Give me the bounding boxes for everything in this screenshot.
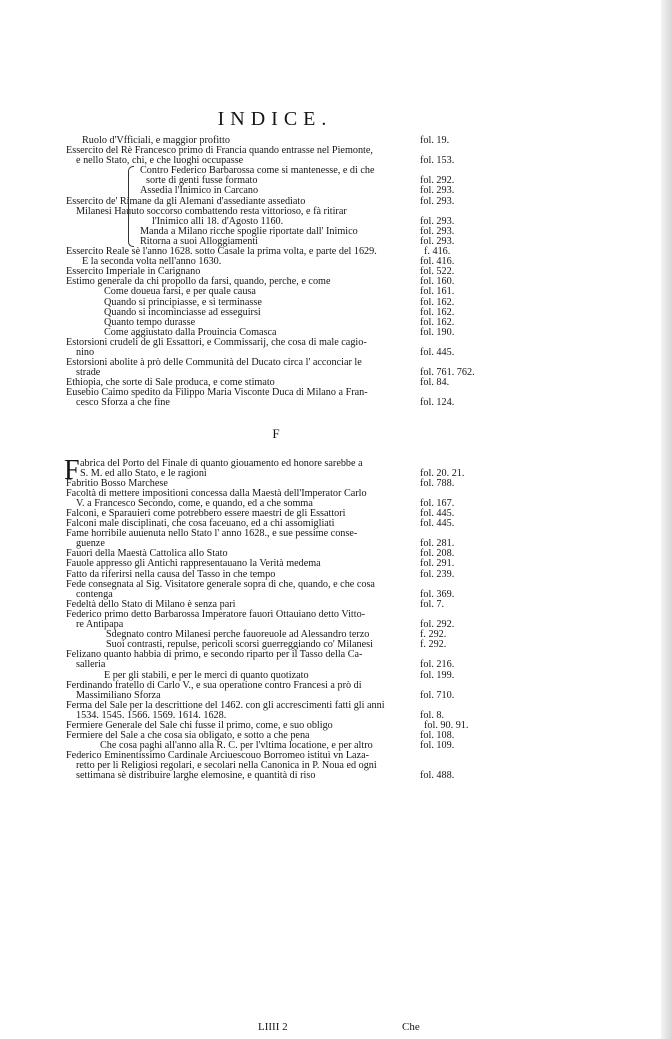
drop-cap: F	[64, 454, 80, 486]
folio-reference: fol. 167.	[420, 497, 455, 509]
entry-text: Falconi male disciplinati, che cosa faceuano, ed a chi assomigliati	[66, 518, 335, 530]
folio-reference: fol. 8.	[420, 709, 445, 721]
page-edge	[661, 0, 672, 1039]
entry-text: Che cosa paghi all'anno alla R. C. per l'vltima locatione, e per altro	[100, 740, 373, 752]
entry-text: Eusebio Caimo spedito da Filippo Maria Visconte Duca di Milano a Fran-	[66, 387, 368, 399]
entry-text: Come doueua farsi, e per quale causa	[104, 286, 256, 298]
folio-reference: fol. 291.	[420, 558, 455, 570]
entry-text: Felizano quanto habbia di primo, e secondo riparto per il Tasso della Ca-	[66, 649, 363, 661]
section-letter: F	[272, 425, 280, 441]
entry-text: e nello Stato, chi, e che luoghi occupasse	[76, 155, 244, 167]
index-body	[66, 136, 486, 782]
entry-text: Essercito de' Rimane da gli Alemani d'assediante assediato	[66, 195, 306, 207]
folio-reference: fol. 292.	[420, 619, 455, 631]
entry-text: salleria	[76, 659, 106, 671]
entry-text: Manda a Milano ricche spoglie riportate dall' Inimico	[140, 225, 358, 237]
entry-text: Fedeltà dello Stato di Milano è senza pari	[66, 598, 236, 610]
entry-text: Fatto da riferirsi nella causa del Tasso in che tempo	[66, 568, 276, 580]
section-gap	[66, 409, 486, 423]
entry-text: contenga	[76, 588, 113, 600]
entry-text: Federico Eminentissimo Cardinale Arciuescouo Borromeo istituì vn Laza-	[66, 750, 370, 762]
entry-text: E per gli stabili, e per le merci di quanto quotizato	[104, 669, 309, 681]
folio-reference: fol. 108.	[420, 730, 455, 742]
grouping-brace	[128, 166, 134, 247]
folio-reference: f. 292.	[420, 639, 447, 651]
folio-reference: fol. 239.	[420, 568, 455, 580]
entry-text: settimana sè distribuire larghe elemosine, e quantità di riso	[76, 770, 316, 782]
entry-text: Fede consegnata al Sig. Visitatore generale sopra di che, quando, e che cosa	[66, 578, 375, 590]
entry-text: Quando si principiasse, e si terminasse	[104, 296, 262, 308]
entry-text: V. a Francesco Secondo, come, e quando, ed a che somma	[76, 497, 313, 509]
section-gap	[66, 445, 486, 459]
entry-text: Assedia l'Inimico in Carcano	[140, 185, 259, 197]
section-e-entries	[66, 136, 486, 409]
entry-text: Ruolo d'Vfficiali, e maggior profitto	[82, 135, 230, 146]
index-entry	[66, 287, 486, 297]
folio-reference: fol. 293.	[420, 195, 455, 207]
folio-reference: fol. 160.	[420, 276, 455, 288]
index-entry	[66, 771, 486, 781]
entry-text: Essercito del Rè Francesco primo di Francia quando entrasse nel Piemonte,	[66, 145, 373, 157]
folio-reference: fol. 124.	[420, 397, 455, 409]
entry-text: l'Inimico alli 18. d'Agosto 1160.	[152, 215, 284, 227]
folio-reference: fol. 293.	[420, 215, 455, 227]
entry-text: Massimiliano Sforza	[76, 689, 161, 701]
folio-reference: fol. 488.	[420, 770, 455, 782]
entry-text: Falconi, e Sparauieri come potrebbero essere maestri de gli Essattori	[66, 508, 346, 519]
entry-text: Essercito Imperiale in Carignano	[66, 266, 201, 278]
entry-text: Milanesi Hauuto soccorso combattendo resta vittorioso, e fà ritirar	[76, 205, 347, 217]
folio-reference: fol. 199.	[420, 669, 455, 681]
entry-text: Estorsioni abolite à prò delle Communità del Ducato circa l' acconciar le	[66, 357, 362, 369]
entry-text: Quando si incominciasse ad esseguirsi	[104, 306, 261, 318]
entry-text: Estorsioni crudeli de gli Essattori, e Commissarij, che cosa di male cagio-	[66, 336, 367, 348]
entry-text: Fauole appresso gli Antichi rappresentauano la Verità medema	[66, 558, 321, 570]
section-f-entries	[64, 454, 486, 782]
folio-reference: fol. 162.	[420, 316, 455, 328]
entry-text: Come aggiustato dalla Prouincia Comasca	[104, 326, 277, 338]
folio-reference: fol. 369.	[420, 588, 455, 600]
entry-text: sorte di genti fusse formato	[146, 175, 258, 187]
folio-reference: fol. 161.	[420, 286, 455, 298]
folio-reference: f. 292.	[420, 629, 447, 641]
folio-reference: f. 416.	[424, 246, 451, 258]
index-entry	[66, 660, 486, 670]
folio-reference: fol. 208.	[420, 548, 455, 560]
page-title: INDICE.	[217, 108, 333, 130]
folio-reference: fol. 293.	[420, 235, 455, 247]
entry-text: Suoi contrasti, repulse, pericoli scorsi guerreggiando co' Milanesi	[106, 639, 373, 651]
entry-text: Ritorna a suoi Alloggiamenti	[140, 235, 258, 247]
folio-reference: fol. 522.	[420, 266, 455, 278]
folio-reference: fol. 445.	[420, 518, 455, 530]
folio-reference: fol. 293.	[420, 185, 455, 197]
folio-reference: fol. 788.	[420, 477, 455, 489]
folio-reference: fol. 216.	[420, 659, 455, 671]
entry-text: Fermiere Generale del Sale chi fusse il primo, come, e suo obligo	[66, 719, 333, 731]
entry-text: S. M. ed allo Stato, e le ragioni	[80, 467, 207, 479]
entry-text: Ferdinando fratello di Carlo V., e sua operatione contro Francesi a prò di	[66, 679, 362, 691]
folio-reference: fol. 281.	[420, 538, 455, 550]
folio-reference: fol. 292.	[420, 175, 455, 187]
entry-text: Ethiopia, che sorte di Sale produca, e come stimato	[66, 377, 275, 389]
entry-text: Essercito Reale sè l'anno 1628. sotto Casale la prima volta, e parte del 1629.	[66, 246, 377, 258]
folio-reference: fol. 19.	[420, 135, 450, 146]
entry-text: re Antipapa	[76, 619, 124, 631]
folio-reference: fol. 162.	[420, 296, 455, 308]
entry-text: E la seconda volta nell'anno 1630.	[82, 256, 222, 268]
folio-reference: fol. 90. 91.	[424, 719, 469, 731]
catchword: Che	[402, 1021, 420, 1033]
folio-reference: fol. 7.	[420, 598, 445, 610]
entry-text: Fauori della Maestà Cattolica allo Stato	[66, 548, 228, 560]
index-entry	[66, 398, 486, 408]
entry-text: 1534. 1545. 1566. 1569. 1614. 1628.	[76, 709, 227, 721]
folio-reference: fol. 416.	[420, 256, 455, 268]
folio-reference: fol. 162.	[420, 306, 455, 318]
entry-text: Quanto tempo durasse	[104, 316, 196, 328]
folio-reference: fol. 153.	[420, 155, 455, 167]
entry-text: abrica del Porto del Finale di quanto giouamento ed honore sarebbe a	[80, 457, 363, 469]
entry-text: strade	[76, 367, 101, 379]
entry-text: nino	[76, 346, 95, 358]
folio-reference: fol. 84.	[420, 377, 450, 389]
folio-reference: fol. 109.	[420, 740, 455, 752]
entry-text: Contro Federico Barbarossa come si mantenesse, e di che	[140, 165, 375, 177]
entry-text: Facoltà di mettere impositioni concessa dalla Maestà dell'Imperator Carlo	[66, 487, 367, 499]
folio-reference: fol. 190.	[420, 326, 455, 338]
entry-text: Estimo generale da chi propollo da farsi, quando, perche, e come	[66, 276, 331, 288]
folio-reference: fol. 293.	[420, 225, 455, 237]
folio-reference: fol. 710.	[420, 689, 455, 701]
entry-text: Fabritio Bosso Marchese	[66, 477, 168, 489]
folio-reference: fol. 761. 762.	[420, 367, 475, 379]
folio-reference: fol. 20. 21.	[420, 467, 465, 479]
folio-reference: fol. 445.	[420, 346, 455, 358]
signature-mark: LIIII 2	[258, 1021, 288, 1033]
entry-text: guenze	[76, 538, 105, 550]
entry-text: Fame horribile auuenuta nello Stato l' anno 1628., e sue pessime conse-	[66, 528, 358, 540]
entry-text: Fermiere del Sale a che cosa sia obligato, e sotto a che pena	[66, 730, 310, 742]
folio-reference: fol. 445.	[420, 508, 455, 519]
entry-text: Ferma del Sale per la descrittione del 1462. con gli accrescimenti fatti gli anni	[66, 699, 385, 711]
entry-text: Sdegnato contro Milanesi perche fauoreuole ad Alessandro terzo	[106, 629, 370, 641]
entry-text: Federico primo detto Barbarossa Imperatore fauorì Ottauiano detto Vitto-	[66, 608, 366, 620]
entry-text: retto per li Religiosi regolari, e secolari nella Canonica in P. Noua ed ogni	[76, 760, 377, 772]
entry-text: cesco Sforza a che fine	[76, 397, 170, 409]
